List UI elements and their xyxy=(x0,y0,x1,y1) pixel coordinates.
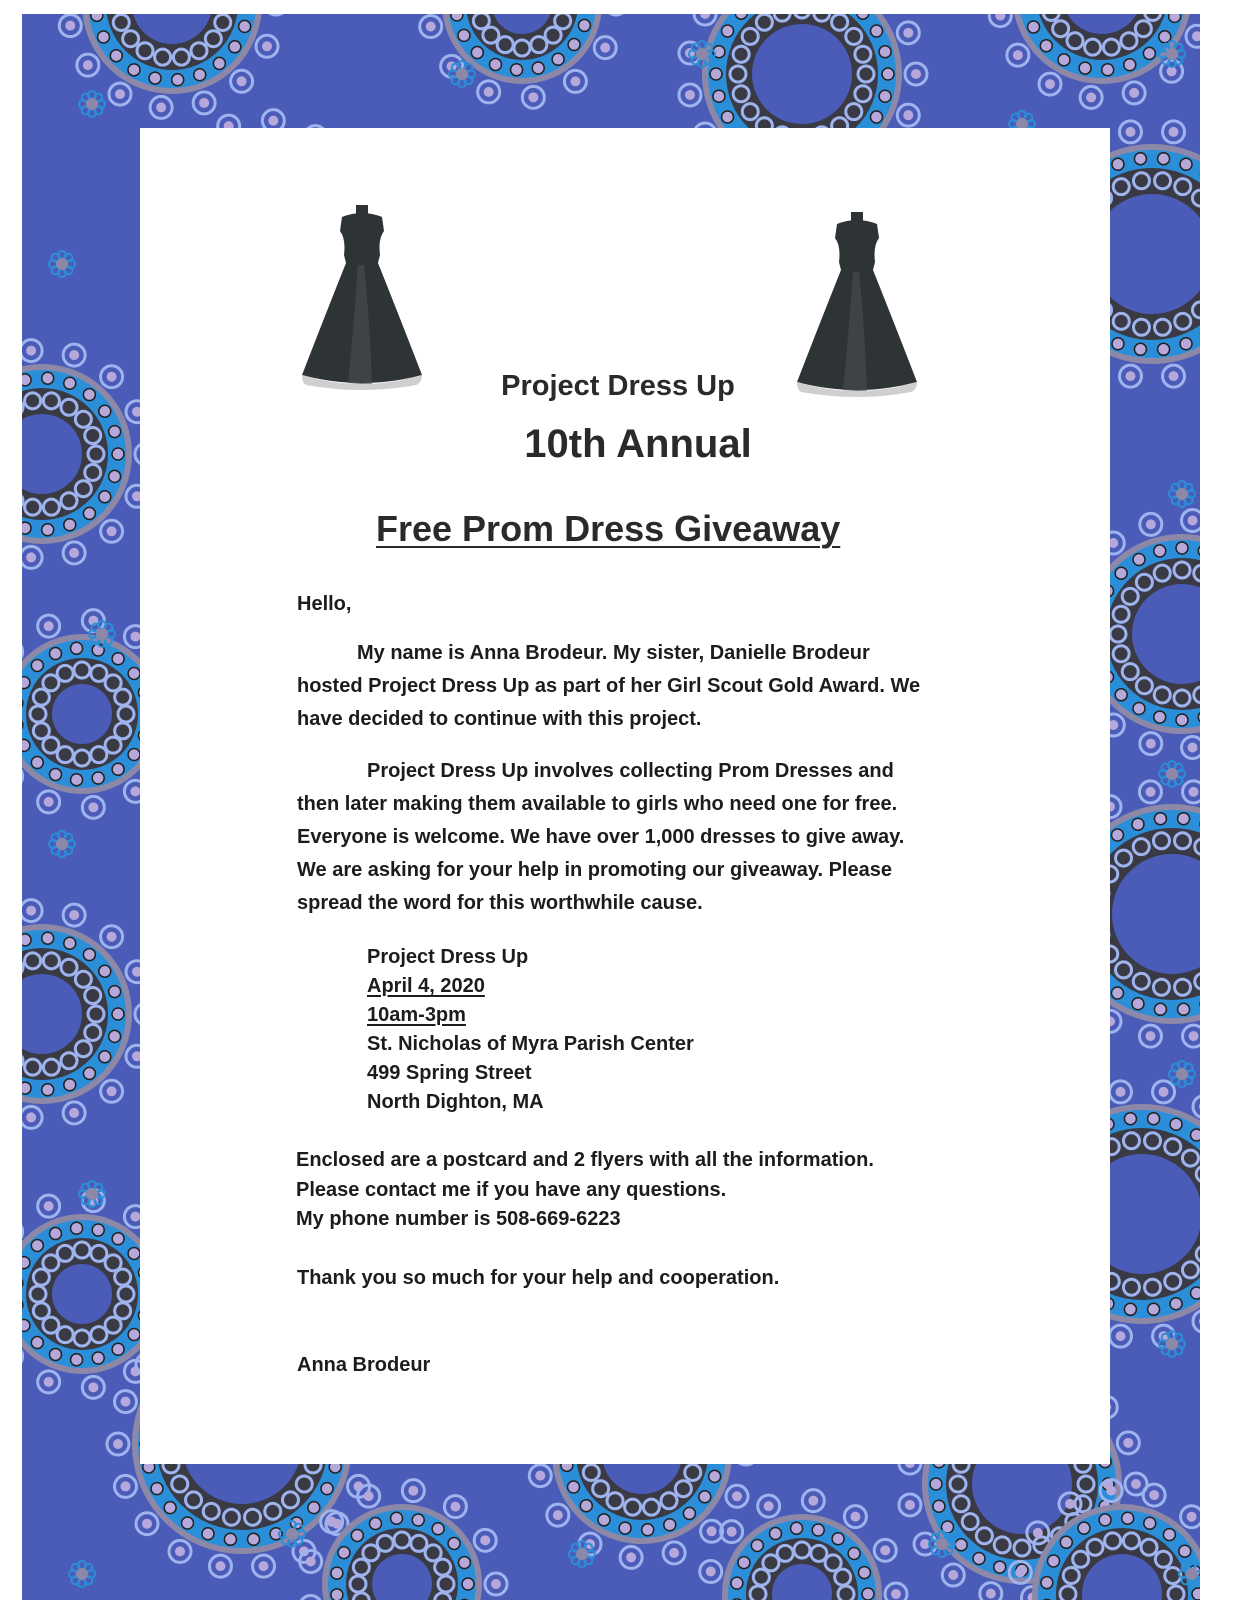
event-time: 10am-3pm xyxy=(367,1004,466,1026)
paisley-medallion xyxy=(420,14,627,108)
event-title: Free Prom Dress Giveaway xyxy=(376,508,841,549)
closing-line-phone: My phone number is 508-669-6223 xyxy=(296,1208,621,1230)
paisley-flower xyxy=(49,831,75,857)
org-name: Project Dress Up xyxy=(501,370,735,402)
closing-line-contact: Please contact me if you have any questions. xyxy=(296,1178,727,1201)
closing-block xyxy=(296,1146,874,1235)
event-venue: St. Nicholas of Myra Parish Center xyxy=(367,1033,694,1055)
paisley-flower xyxy=(69,1561,95,1587)
prom-dress-icon xyxy=(298,203,428,393)
event-date: April 4, 2020 xyxy=(367,975,485,997)
paisley-flower xyxy=(1169,481,1195,507)
paisley-flower xyxy=(1159,1331,1185,1357)
event-city: North Dighton, MA xyxy=(367,1091,544,1113)
paragraph-intro-text: My name is Anna Brodeur. My sister, Danielle Brodeur hosted Project Dress Up as part of her Girl Scout Gold Award. We have decided to continue with this project. xyxy=(297,642,921,730)
event-name: Project Dress Up xyxy=(367,946,529,968)
paragraph-purpose-text: Project Dress Up involves collecting Prom Dresses and then later making them available to girls who need one for free. Everyone is welcome. We have over 1,000 dresses to give away. We are asking for your help in promoting our giveaway. Please spread the word for this worthwhile cause. xyxy=(297,760,905,914)
paisley-flower xyxy=(1169,1061,1195,1087)
paragraph-intro xyxy=(297,637,937,736)
paisley-flower xyxy=(49,251,75,277)
signature: Anna Brodeur xyxy=(297,1354,431,1376)
event-details xyxy=(367,943,694,1117)
paragraph-purpose xyxy=(297,755,937,920)
edition-heading: 10th Annual xyxy=(524,422,752,466)
paisley-flower xyxy=(1159,761,1185,787)
greeting: Hello, xyxy=(297,593,352,615)
dress-shape xyxy=(302,205,422,390)
closing-line-enclosed: Enclosed are a postcard and 2 flyers with all the information. xyxy=(296,1149,874,1171)
paisley-flower xyxy=(79,91,105,117)
thank-you-line: Thank you so much for your help and cooperation. xyxy=(297,1267,780,1289)
event-street: 499 Spring Street xyxy=(367,1062,532,1084)
paisley-medallion xyxy=(22,900,157,1129)
